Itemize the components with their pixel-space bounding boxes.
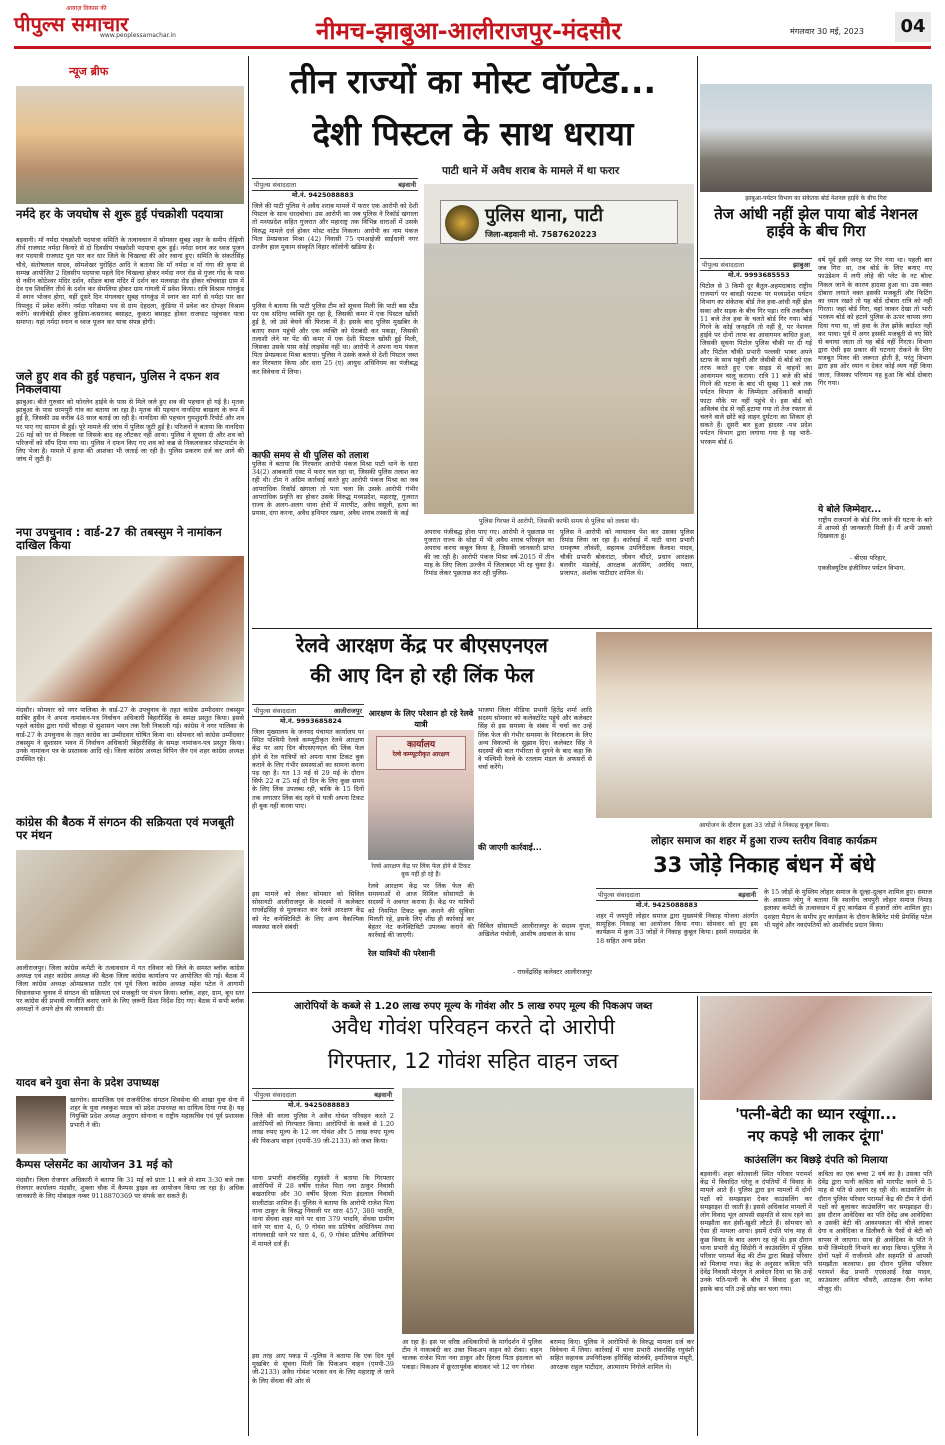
railway-body-2: इस मामले को लेकर सोमवार को सिविल सोसायटी आलीराजपुर के सदस्यों ने कलेक्टर राघवेंद्रसिंह से मुलाकात कर रेलवे आरक्षण केंद्र को नेट कनेक्टिविटी के लिए अन्य वैकल्पिक व्यवस्था करने संबंधी (252, 890, 364, 931)
gauvansh-kicker: आरोपियों के कब्जे से 1.20 लाख रुपए मूल्य के गोवंश और 5 लाख रुपए मूल्य की पिकअप जब्त (293, 1001, 653, 1012)
office-sign-line2: रेल्वे कम्प्यूटरीकृत आरक्षण (392, 751, 450, 758)
counsel-headline-line1: 'पत्नी-बेटी का ध्यान रखूंगा... (735, 1105, 897, 1123)
lead-byline: पीपुल्स संवाददाता बड़वानी (252, 178, 418, 191)
office-sign (376, 736, 466, 770)
article-congress-body: आलीराजपुर। जिला कांग्रेस कमेटी के तत्वावधान में गत रविवार को जिले के समस्त ब्लॉक कांग्रेस अध्यक्ष एवं शहर कांग्रेस अध्यक्ष की बैठक जिला कांग्रेस कार्यालय पर आयोजित की गई। बैठक में जिला कांग्रेस अध्यक्ष ओमप्रकाश राठौर एवं पूर्व जिला कांग्रेस अध्यक्ष महेश पटेल ने आगामी विधानसभा चुनाव में संगठन की सक्रियता एवं मजबूती पर मंथन किया। ब्लॉक, शहर, ग्राम, बूथ स्तर पर कांग्रेस की प्रभावी रणनीति बनाए जाने के लिए ज़रूरी दिशा निर्देश दिए गए। बैठक में सभी ब्लॉक अध्यक्षों ने अपने क्षेत्र की जानकारी दी। (16, 964, 244, 1013)
article-yadav-body: खरगोन। सामाजिक एवं राजनीतिक संगठन शिवसेना की शाखा युवा सेना में शहर के युवा लवकुश यादव को प्रदेश उपाध्यक्ष का दायित्व दिया गया है। यह नियुक्ति प्रदेश अध्यक्ष अनुराग सोनाना व राष्ट्रीय महासचिव एवं पूर्व प्रशासक प्रभारी ने की। (70, 1096, 244, 1129)
gauvansh-body-1: जिले की वरला पुलिस ने अवैध गोवंश परिवहन करते 2 आरोपियों को गिरफ्तार किया। आरोपियों के कब्जे से 1.20 लाख रुपए मूल्य के 12 नग गोवंश और 5 लाख रुपए मूल्य की पिकअप वाहन (एमपी-39 जी-2133) को जब्त किया। (252, 1112, 394, 1145)
gauvansh-body-3: इस तरह आए पकड़ में -पुलिस ने बताया कि एक दिन पूर्व मुखबिर से सूचना मिली कि पिकअप वाहन (एमपी-39 जी-2133) अवैध गोवंश भरकर वन के लिए महाराष्ट्र ले जाने के लिए सेंधवा की ओर से (252, 1352, 394, 1385)
article-campus-body: मंदसौर। जिला रोजगार अधिकारी ने बताया कि 31 मई को प्रातः 11 बजे से शाम 3:30 बजे तक रोजगार कार्यालय मंदसौर, शुक्ला चौक में कैम्पस ड्राइव का आयोजन किया जा रहा है। अधिक जानकारी के लिए मोबाइल नम्बर 9118870369 पर संपर्क कर सकते हैं। (16, 1176, 244, 1201)
lead-kicker: पाटी थाने में अवैध शराब के मामले में था फरार (442, 165, 620, 177)
office-sign-line1: कार्यालय (406, 740, 436, 750)
mid-hrule-1 (252, 628, 932, 629)
railway-subhead-2: रेल यात्रियों की परेशानी (368, 949, 436, 958)
vivah-mobile: मो.नं. 9425088883 (636, 901, 698, 909)
article-shav-body: झाबुआ। बीते गुरुवार को फोरलेन हाईवे के पास से मिले जले हुए शव की पहचान हो गई है। मृतक झाबुआ के पास धरमपुरी गांव का बताया जा रहा है। मृतक की पहचान नानदिया बाखला के रूप में हुई है, जिसकी उम्र करीब 48 साल बताई जा रही है। नानदिया की पहचान गुमशुदगी रिपोर्ट और शव पर पाए गए सामान से हुई। पूरे मामले की जांच में पुलिस जुटी हुई है। परिजनों ने बताया कि नानदिया 26 मई को घर से निकला था जिसके बाद वह लौटकर नहीं आया। पुलिस ने सूचना दी और शव को परिजनों को सौंप दिया गया था। पुलिस ने दफन किए गए शव को कब्र से निकलवाकर पोस्टमार्टम के लिए भेजा है। मामले में हत्या की आशंका भी जताई जा रही है। पुलिस प्रकरण दर्ज कर आगे की जांच में जुटी है। (16, 398, 244, 464)
board-quote-role: एक्जीक्यूटिव इंजीनियर पर्यटन विभाग. (818, 564, 906, 572)
police-sign-line1: पुलिस थाना, पाटी (485, 205, 604, 226)
gauvansh-body-5: बरामद किए। पुलिस ने आरोपियों के विरुद्ध मामला दर्ज कर विवेचना में लिया। कार्रवाई में थाना प्रभारी शंकरसिंह रघुवंशी सहित सहायक उपनिरीक्षक हरिसिंह सोलंकी, इमतियाज मंसूरी, आरक्षक राहुल पाटीदार, आत्माराम निगोले शामिल थे। (550, 1338, 694, 1371)
lead-headline-line2: देशी पिस्टल के साथ धराया (312, 114, 634, 153)
police-badge-icon (445, 205, 479, 241)
railway-headline-line2: की आए दिन हो रही लिंक फेल (310, 663, 534, 687)
railway-body-5: सिविल सोसायटी आलीराजपुर के सदस्य गुप्ता, अखिलेश पंचोली, आशीष अग्रवाल के साथ (478, 922, 592, 939)
gauvansh-mobile: मो.नं. 9425088883 (288, 1101, 350, 1109)
lead-body-1: जिले की पाटी पुलिस ने अवैध शराब मामले में फरार एक आरोपी को देशी पिस्टल के साथ धरदबोचा। उस आरोपी का जब पुलिस ने रिकॉर्ड खंगाला तो मध्यप्रदेश सहित गुजरात और महाराष्ट्र तक विभिन्न धाराओं में उसके विरुद्ध मामले दर्ज होकर मोस्ट वांटेड निकला। आरोपी का नाम पंकज पिता प्रेमप्रकाश मिश्रा (42) निवासी 75 एमआईजी साईंधानी नगर उज्जैन हाल मुकाम संस्कृति विहार कॉलोनी खंडिया है। (252, 202, 418, 251)
lead-subhead: काफी समय से थी पुलिस को तलाश (252, 451, 369, 461)
yadav-photo (16, 1096, 66, 1154)
brand-name: पीपुल्स समाचार (14, 12, 129, 36)
counsel-body-2: कविता का एक बच्चा 2 वर्ष का है। उसका पति देवेंद्र द्वारा पत्नी कविता को मारपीट करने से 5 माह से पति से अलग रह रही थी। काउंसलिंग के दौरान पुलिस परिवार परामर्श केंद्र की टीम ने दोनों पक्षों को बुलाकर काउंसलिंग कर समझाइश दी। इस दौरान आवेदिका का पति देवेंद्र अब आवेदिका व उसकी बेटी की आवश्यकता की चीजें लाकर देगा व आवेदिका व डिलीवरी के पैसों से बेटी को वापस ले जाएगा। साथ ही आवेदिका के पति ने सभी जिम्मेदारी निभाने का वादा किया। पुलिस ने दोनों पक्षों में राजीनामे और सहमति से आपसी समझौता करवाया। इस दौरान पुलिस परिवार परामर्श केंद्र प्रभारी एएसआई रेखा यादव, काउंसलर अनिता चौधरी, आरक्षक रीना कनेश मौजूद थी। (818, 1170, 932, 1293)
left-divider (248, 56, 249, 1436)
pickup-seizure-photo (402, 1088, 694, 1334)
article-padyatra-body: बड़वानी। माँ नर्मदा पंचक्रोशी पदयात्रा समिति के तत्वावधान में सोमवार सुबह शहर के समीप रोहिणी तीर्थ राजघाट नर्मदा किनारे से दो दिवसीय पंचक्रोशी पदयात्रा शुरू हुई। नर्मदा स्नान कर ध्वज पूजन कर पदयात्री राजघाट पुल पार कर धार जिले के चिखल्दा की ओर रवाना हुए। समिति के संकर्तसिंह चौधे, संतोषलाल यादव, सोमशेखर पुरोहित आदि ने बताया कि माँ नर्मदा व माँ गंगा की कृपा से सम्पन्न आयोजित 2 दिवसीय पदयात्रा पहले दिन चिखल्दा होकर नर्मदा नगर रोड से गुजर गोद के पास से नवीन कोटेश्वर मंदिर दर्शन, सोंडल बावा मंदिर में दर्शन कर मलवाड़ा रोड होकर चोचवाड़ा ग्राम में देव एव शिवलिंग तीर्थ के दर्शन कर सेमलिया होकर ग्राम गांगली में प्रवेश किया। रात्रि विश्राम गांगकुंड में स्नान भोजन होगा, वहीं दूसरे दिन मंगलवार सुबह गांगकुंड में स्नान कर मार्ग से नर्मदा पार कर पिपलूद में प्रवेश करेंगे। नर्मदा परिक्रमा पथ से ग्राम देहदला, कुंडिया में प्रवेश कर दोपहर विश्राम करेंगे। कालीबेड़ी होकर कुंडिया-कसरावद बसाहट, कुकरा बसाहट होकर राजघाट पहुंचकर यात्रा समाप्त। यहां नर्मदा स्नान व ध्वज पूजन कर यात्रा संपन्न होगी। (16, 236, 244, 326)
board-headline: तेज आंधी नहीं झेल पाया बोर्ड नेशनल हाईवे के बीच गिरा (714, 205, 918, 240)
gauvansh-byline: पीपुल्स संवाददाता बड़वानी (252, 1088, 394, 1101)
page-number: 04 (895, 12, 931, 42)
region-title: नीमच-झाबुआ-आलीराजपुर-मंदसौर (316, 17, 622, 45)
board-quote-by: - बीएस परिहार, (850, 554, 887, 562)
article-padyatra-headline: नर्मदे हर के जयघोष से शुरू हुई पंचक्रोशी पदयात्रा (16, 207, 223, 221)
napa-photo (16, 556, 244, 702)
right-divider (697, 56, 698, 628)
counselling-photo (700, 996, 932, 1100)
article-yadav-headline: यादव बने युवा सेना के प्रदेश उपाध्यक्ष (16, 1077, 160, 1089)
gauvansh-headline-line1: अवैध गोवंश परिवहन करते दो आरोपी (331, 1015, 615, 1039)
railway-headline-line1: रेलवे आरक्षण केंद्र पर बीएसएनएल (296, 633, 548, 657)
railway-body-3: भाजपा जिला मीडिया प्रभारी हितेंद्र शर्मा आदि सदस्य सोमवार को कलेक्टोरेट पहुंचे और कलेक्टर सिंह से इस समस्या के संबंध में चर्चा कर उन्हें लिंक फेल की गंभीर समस्या के निराकरण के लिए अन्य विकल्पों के सुझाव दिए। कलेक्टर सिंह ने सदस्यों की बात गंभीरता से सुनने के बाद कहा कि वे पश्चिमी रेलवे के रतलाम मंडल के अफसरों से चर्चा करेंगे। (478, 706, 592, 772)
board-subhead: ये बोले जिम्मेदार... (818, 505, 882, 515)
board-mobile: मो.नं. 9993685553 (728, 271, 790, 279)
gauvansh-body-2: थाना प्रभारी शंकरसिंह रघुवंशी ने बताया कि गिरफ्तार आरोपियों में 28 वर्षीय राजेश पिता नना ठाकुर निवासी बखतारिया और 30 वर्षीय हिरला पिता इंदलाल निवासी सालीटांडा शामिल हैं। पुलिस ने बताया कि आरोपी राजेश पिता नाना ठाकुर के विरुद्ध निवाली पर धारा 457, 380 भादवि, थाना सेंधवा शहर थाने पर धारा 379 भादवि, सेंधवा ग्रामीण थाने पर धारा 4, 6, 9 गोवंश वध प्रतिषेध अधिनियम तथा नांगलवाड़ी थाने पर धारा 4, 6, 9 गोवंश प्रतिषेध अधिनियम में मामले दर्ज हैं। (252, 1174, 394, 1248)
board-body-1: पिटोल से 3 किमी दूर बैतूल-अहमदाबाद राष्ट्रीय राजमार्ग पर बावड़ी फाटक पर मध्यप्रदेश पर्यटन विभाग का संकेतक बोर्ड तेज हवा-आंधी नहीं झेल सका और सड़क के बीच गिर पड़ा। रात्रि तकरीबन 11 बजे तेज हवा के चलते बोर्ड गिर गया। बोर्ड गिरने के कोई जनहानि तो नहीं है, पर नेशनल हाईवे पर दोनों तरफ का आवागमन बाधित हुआ, जिसकी सूचना पिटोल पुलिस चौकी पर दी गई और पिटोल चौकी प्रभारी पल्लवी भाबर अपने स्टाफ के साथ पहुंची और जेसीबी से बोर्ड को एक तरफ करते हुए एक साइड से वाहनों का आवागमन चालू कराया। रात्रि 11 बजे की बोर्ड गिरने की घटना के बाद भी सुबह 11 बजे तक पर्यटन विभाग के जिम्मेदार अधिकारी बावड़ी फाटा मौके पर नहीं पहुंचे थे। इस बोर्ड को अविलंब रोड से नहीं हटाया गया तो तेज रफ्तार से चलने वाले छोटे बड़े वाहन दुर्घटना का शिकार हो सकते हैं। दूसरी बार हुआ हादसा -पथ प्रदेश पर्यटन विभाग द्वारा लगाया गया है यह भारी-भरकम बोर्ड 6 (700, 282, 812, 446)
railway-sign-by: - राघवेंद्रसिंह कलेक्टर आलीराजपुर (513, 968, 592, 976)
railway-subhead-1: की जाएगी कार्रवाई... (478, 843, 542, 852)
board-byline: पीपुल्स संवाददाता झाबुआ (700, 258, 812, 271)
police-sign-line2: जिला-बड़वानी मो. 7587620223 (485, 230, 597, 239)
nikah-photo-caption: आयोजन के दौरान हुआ 33 जोड़ों ने निकाह कुबूल किया। (699, 822, 829, 829)
masthead-rule (14, 46, 931, 49)
nikah-photo (596, 632, 932, 818)
counsel-headline-line2: नए कपड़े भी लाकर दूंगा' (747, 1127, 885, 1145)
police-photo-caption: पुलिस गिरफ्त में आरोपी, जिसकी काफी समय से पुलिस को तलाश थी। (478, 518, 640, 525)
gauvansh-story (252, 996, 694, 1436)
lead-mobile: मो.नं. 9425088883 (292, 191, 354, 199)
vivah-byline: पीपुल्स संवाददाता बड़वानी (596, 888, 758, 901)
gauvansh-body-4: आ रहा है। इस पर वरिष्ठ अधिकारियों के मार्गदर्शन में पुलिस टीम ने नाकाबंदी कर उक्त पिकअप वाहन को रोका। वाहन चालक राजेश पिता नना ठाकुर और हिरला पिता इंदलाल को पकड़ा। पिकअप में क्रूरतापूर्वक बांधकर भरे 12 नग गोवंश (402, 1338, 542, 1371)
masthead (0, 0, 945, 60)
vivah-body-1: शहर में जयपुरी लोहार समाज द्वारा मुख्यमंत्री निकाह योजना अंतर्गत सामूहिक निकाह का आयोजन किया गया। सोमवार को हुए इस कार्यक्रम में कुल 33 जोड़ों ने निकाह कुबूल किया। इसमें मध्यप्रदेश के 18 सहित अन्य प्रदेश (596, 912, 758, 945)
railway-body-4: रेलवे आरक्षण केंद्र पर लिंक फेल की समस्याओं से आज सिविल सोसायटी के सदस्यों ने अवगत कराया है। केंद्र पर यात्रियों को नियमित टिकट बुक कराने की सुविधा मिलती रहे, इसके लिए शीघ्र ही कार्रवाई कर बेहतर नेट कनेक्टिविटी उपलब्ध कराने की कार्रवाई की जाएगी। (368, 882, 474, 940)
right-divider-bottom (697, 996, 698, 1436)
padyatra-photo (16, 86, 244, 204)
counsel-kicker: काउंसलिंग कर बिछड़े दंपति को मिलाया (744, 1155, 888, 1166)
vivah-kicker: लोहार समाज का शहर में हुआ राज्य स्तरीय विवाह कार्यक्रम (651, 835, 877, 847)
police-station-photo (424, 184, 694, 514)
reservation-office-photo (368, 730, 474, 860)
counsel-body-1: बड़वानी। शहर कोतवाली स्थित परिवार परामर्श केंद्र में विवादित घरेलू व दंपतियों में विवाद के मामले आते हैं। पुलिस द्वारा इन मामलों में दोनों पक्षों को समझाइश देकर काउंसलिंग कर समझाइश दी जाती है। इससे अधिकांश मामलों में लोग विवाद भूल आपसी सहमति से साथ रहने का समझौता कर हंसी-खुशी लौटते हैं। सोमवार को ऐसा ही मामला आया। इसमें दंपति पांच माह से कुछ विवाद के बाद अलग रह रहे थे। इस दौरान थाना प्रभारी सेतु सिंदोरी ने काउंसलिंग में पुलिस परिवार परामर्श केंद्र की टीम द्वारा बिछड़े परिवार को मिलाया गया। केंद्र के अनुसार कविता पति देवेंद्र निवासी मोरगुन ने आवेदन दिया था कि उन्हें उनके पति-पत्नी के बीच में विवाद हुआ था, इसके बाद पति उन्हें छोड़ कर चला गया। (700, 1170, 812, 1293)
article-congress-headline: कांग्रेस की बैठक में संगठन की सक्रियता एवं मजबूती पर मंथन (16, 815, 235, 842)
railway-mobile: मो.नं. 9993685824 (280, 717, 342, 725)
article-shav-headline: जले हुए शव की हुई पहचान, पुलिस ने दफन शव निकलवाया (16, 369, 220, 396)
vivah-story (596, 632, 932, 992)
lead-body-2: पुलिस ने बताया कि पाटी पुलिस टीम को सूचना मिली कि पाटी बस स्टैंड पर एक संदिग्ध व्यक्ति घूम रहा है, जिसकी कमर में एक पिस्टल खोंसी हुई है, जो उसे बेचने की फिराक में है। इसके बाद पुलिस मुखबिर के बताए स्थान पहुंची और एक व्यक्ति को घेराबंदी कर पकड़ा, जिसकी तलाशी लेने पर पेंट की कमर में एक देशी पिस्टल खोंसी हुई मिली, जिसका उसके पास कोई लाइसेंस नहीं था। आरोपी ने अपना नाम पंकज पिता प्रेमप्रकाश मिश्रा बताया। पुलिस ने उसके कब्जे से देशी पिस्टल जब्त कर गिरफ्तार किया और धारा 25 (ए) आयुध अधिनियम का पंजीबद्ध कर विवेचना में लिया। (252, 302, 418, 376)
left-column (14, 56, 246, 1436)
police-sign (440, 200, 678, 244)
article-campus-headline: कैम्पस प्लेसमेंट का आयोजन 31 मई को (16, 1159, 173, 1171)
lead-body-3: पुलिस ने बताया कि गिरफ्तार आरोपी पंकज मिश्रा पाटी थाने के धारा 34(2) आबकारी एक्ट में फरार चल रहा था, जिसकी पुलिस तलाश कर रही थी। टीम ने अग्रिम कार्रवाई करते हुए आरोपी पंकज मिश्रा का जब आपराधिक रिकॉर्ड खंगाला तो पता चला कि उसके आरोपी गंभीर आपराधिक प्रवृत्ति का होकर उसके विरुद्ध मध्यप्रदेश, महाराष्ट्र, गुजरात राज्य के अलग-अलग थाना क्षेत्रों में मारपीट, अवैध वसूली, हत्या का प्रयास, दंगा करना, अवैध हथियार रखना, अवैध शराब तस्करी के कई (252, 460, 418, 518)
railway-body-1: जिला मुख्यालय के जनपद पंचायत कार्यालय पर स्थित पश्चिमी रेलवे कम्प्यूटीकृत रेलवे आरक्षण केंद्र पर आए दिन बीएसएनएल की लिंक फेल होने से रेल यात्रियों को अपना यात्रा टिकट बुक कराने के लिए गंभीर समस्याओं का सामना करना पड़ रहा है। गत 13 मई से 29 मई के दौरान सिर्फ 22 व 25 मई दो दिन के लिए कुछ समय के लिए लिंक उपलब्ध रही, बाकि के 15 दिनों तक लगातार लिंक बंद रहने से यात्री अपना टिकट ही बुक नहीं करवा पाए। (252, 728, 364, 810)
vivah-body-2: के 15 जोड़ों के मुस्लिम लोहार समाज के दूल्हा-दुल्हन शामिल हुए। समाज के असलम जोगू ने बताया कि स्थानीय जयपुरी लोहार समाज निमाड़ इलाका कमेटी के तत्वावधान में हुए कार्यक्रम में हजारों लोग शामिल हुए। दशहरा मैदान के समीप हुए कार्यक्रम के दौरान कैबिनेट मंत्री प्रेमसिंह पटेल भी पहुंचे और नवदंपतियों को आशीर्वाद प्रदान किया। (764, 888, 932, 929)
article-napa-body: मंदसौर। सोमवार को नगर पालिका के वार्ड-27 के उपचुनाव के तहत कांग्रेस उम्मीदवार तबस्सुम साबिर हुसैन ने अपना नामांकन-पत्र निर्वाचन अधिकारी बिहारीसिंह के समक्ष प्रस्तुत किया। इससे पहले कांग्रेस द्वारा गांधी चौराहा से सुशासन भवन तक रैली निकाली गई। कांग्रेस ने नगर पालिका के वार्ड-27 के उपचुनाव के तहत कांग्रेस का उम्मीदवार घोषित किया था। सोमवार को कांग्रेस उम्मीदवार तबस्सुम ने सुशासन भवन में निर्वाचन अधिकारी बिहारीसिंह के समक्ष नामांकन-पत्र प्रस्तुत किया। उनके नामांकन पत्र के प्रस्तावक आदि रहे। जिला कांग्रेस अध्यक्ष विपिन जैन एवं शहर कांग्रेस अध्यक्ष उपस्थित रहे। (16, 706, 244, 764)
board-story (700, 56, 932, 636)
railway-story (252, 632, 592, 992)
board-body-2: वर्ष पूर्व इसी जगह पर गिर गया था। पहली बार जब गिरा था, तब बोर्ड के लिए बनाए गए फाउंडेशन में लगी लोहे की प्लेट के नट बोल्ट निकल जाने के कारण हादसा हुआ था। उस वक्त दोबारा लगाते वक्त इसकी मजबूती और फिटिंग का ध्यान रखते तो यह बोर्ड दोबारा रात्रि को नहीं गिरता। जहां बोर्ड गिरा, वहां जाकर देखा तो भारी भरकम बोर्ड को हटाने पुलिस के ऊपर चापस लगा दिया गया था, जो हवा के तेज झोंके बर्दाश्त नहीं कर पाया। पूर्व में अगर इसकी मजबूती से नए सिरे से बनाया जाता तो यह बोर्ड नहीं गिरता। विभाग द्वारा ऐसी इस प्रकार की घटनाएं रोकने के लिए मजबूत पिलर की जरूरत होती है, परंतु विभाग द्वारा इस ओर ध्यान न देकर कोई व्यय नहीं किया जाता, जिसका परिणाम यह हुआ कि बोर्ड दोबारा गिर गया। (818, 256, 932, 387)
congress-photo (16, 850, 244, 960)
board-body-3: राष्ट्रीय राजमार्ग के बोर्ड गिर जाने की घटना के बारे में आपसे ही जानकारी मिली है। मैं अभी उसको दिखवाता हूं। (818, 516, 932, 541)
railway-byline: पीपुल्स संवाददाता आलीराजपुर (252, 704, 364, 717)
gauvansh-headline-line2: गिरफ्तार, 12 गोवंश सहित वाहन जब्त (327, 1049, 619, 1073)
article-napa-headline: नपा उपचुनाव : वार्ड-27 की तबस्सुम ने नामांकन दाखिल किया (16, 525, 222, 552)
railway-side-head: आरक्षण के लिए परेशान हो रहे रेलवे यात्री (368, 709, 474, 729)
brand-url: www.peoplessamachar.in (100, 32, 176, 39)
lead-story (252, 56, 694, 636)
news-brief-label: न्यूज ब्रीफ (69, 65, 109, 78)
brand-tagline: आवाज़ विकास की (66, 5, 107, 12)
mid-hrule-2 (252, 992, 932, 993)
railway-photo-caption: रेलवे आरक्षण केंद्र पर लिंक फेल होने से टिकट बुक नहीं हो रहे हैं। (371, 863, 471, 878)
board-photo-caption: झाबुआ-पर्यटन विभाग का संकेतक बोर्ड नेशनल हाईवे के बीच गिरा (745, 195, 887, 202)
counsel-story (700, 996, 932, 1436)
lead-body-5: पुलिस ने आरोपी को न्यायालय पेश कर उसका पुलिस रिमांड लिया जा रहा है। कार्रवाई में पाटी थाना प्रभारी रामकृष्ण लौवंशी, सहायक उपनिरीक्षक कैलाश यादव, चौकी प्रभारी बोकराटा, जीवन चौंदरे, प्रधान आरक्षक बलवीर मंडलोई, आरक्षक अंतसिंग, अरविंद पवार, प्रजापत, अशोक पाटीदार शामिल थे। (560, 528, 694, 577)
brand-logo (14, 6, 174, 40)
fallen-board-photo (700, 84, 932, 192)
lead-body-4: अपराध पंजीबद्ध होना पाए गए। आरोपी ने पूछताछ पर गुजरात राज्य के थोड़ा में भी अवैध शराब परिवहन का अपराध करना कबूल किया है, जिसकी जानकारी प्राप्त की जा रही है। आरोपी पंकज मिश्रा वर्ष-2015 में तीन माह के लिए जिला उज्जैन में जिलाबदर भी रह चुका है। रिमांड लेकर पूछताछ कर रही पुलिस- (424, 528, 554, 577)
issue-date: मंगलवार 30 मई, 2023 (790, 27, 864, 36)
vivah-headline: 33 जोड़े निकाह बंधन में बंधे (653, 853, 875, 877)
lead-headline-line1: तीन राज्यों का मोस्ट वॉण्टेड... (290, 62, 656, 101)
